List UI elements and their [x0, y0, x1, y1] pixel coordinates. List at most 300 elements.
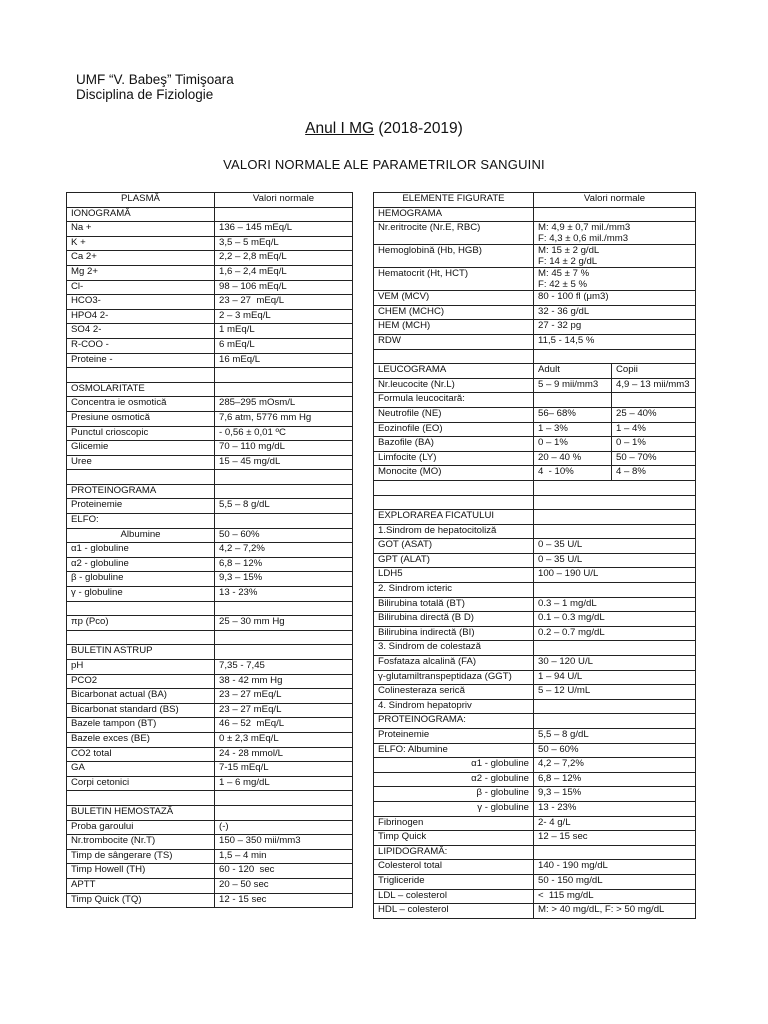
table-row	[67, 689, 353, 704]
table-cell	[534, 480, 696, 495]
table-cell: Na +	[67, 222, 215, 237]
table-cell: γ-glutamiltranspeptidaza (GGT)	[374, 670, 534, 685]
table-cell: RDW	[374, 334, 534, 349]
table-row	[67, 309, 353, 324]
table-cell: Neutrofile (NE)	[374, 407, 534, 422]
table-cell: 1 – 6 mg/dL	[215, 776, 353, 791]
table-cell: Valori normale	[215, 193, 353, 208]
table-row	[374, 245, 696, 268]
table-cell: 1,6 – 2,4 mEq/L	[215, 265, 353, 280]
table-row	[374, 407, 696, 422]
table-cell: Cl-	[67, 280, 215, 295]
table-row	[67, 207, 353, 222]
table-cell	[534, 583, 696, 598]
table-row	[67, 791, 353, 806]
table-cell: γ - globuline	[374, 801, 534, 816]
table-row	[67, 601, 353, 616]
table-cell: CO2 total	[67, 747, 215, 762]
table-cell	[215, 514, 353, 529]
table-row	[374, 626, 696, 641]
table-cell: 5 – 9 mii/mm3	[534, 378, 612, 393]
table-row	[374, 714, 696, 729]
table-cell: Bicarbonat standard (BS)	[67, 703, 215, 718]
table-cell	[67, 791, 215, 806]
table-cell: EXPLORAREA FICATULUI	[374, 510, 534, 525]
table-row	[67, 193, 353, 208]
table-cell: 3,5 – 5 mEq/L	[215, 236, 353, 251]
table-cell: Glicemie	[67, 441, 215, 456]
table-cell: HCO3-	[67, 295, 215, 310]
table-row	[67, 353, 353, 368]
table-cell: Bilirubina totală (BT)	[374, 597, 534, 612]
table-row	[374, 495, 696, 510]
table-cell	[215, 601, 353, 616]
table-cell	[67, 470, 215, 485]
table-cell: 0 ± 2,3 mEq/L	[215, 732, 353, 747]
table-row	[374, 364, 696, 379]
table-cell	[67, 601, 215, 616]
plasma-table	[66, 192, 353, 908]
table-cell: 0 – 1%	[612, 437, 696, 452]
table-cell: 4. Sindrom hepatopriv	[374, 699, 534, 714]
table-cell: BULETIN HEMOSTAZĂ	[67, 805, 215, 820]
table-cell: 12 - 15 sec	[215, 893, 353, 908]
table-row	[67, 514, 353, 529]
table-row	[374, 422, 696, 437]
table-row	[374, 641, 696, 656]
table-row	[67, 616, 353, 631]
table-row	[374, 393, 696, 408]
table-cell: SO4 2-	[67, 324, 215, 339]
table-cell: Fosfataza alcalină (FA)	[374, 656, 534, 671]
table-cell: GA	[67, 762, 215, 777]
table-cell	[534, 699, 696, 714]
table-cell: 13 - 23%	[534, 801, 696, 816]
table-row	[374, 268, 696, 291]
table-cell: Hemoglobină (Hb, HGB)	[374, 245, 534, 268]
table-row	[67, 703, 353, 718]
table-cell	[215, 470, 353, 485]
table-cell: 7,6 atm, 5776 mm Hg	[215, 411, 353, 426]
table-cell: Proteine -	[67, 353, 215, 368]
table-row	[67, 499, 353, 514]
table-row	[374, 787, 696, 802]
table-cell: 15 – 45 mg/dL	[215, 455, 353, 470]
table-cell: M: 15 ± 2 g/dL F: 14 ± 2 g/dL	[534, 245, 696, 268]
table-cell: 25 – 40%	[612, 407, 696, 422]
table-cell: 80 - 100 fl (μm3)	[534, 291, 696, 306]
table-cell: APTT	[67, 878, 215, 893]
table-cell: 0 – 35 U/L	[534, 539, 696, 554]
table-row	[67, 645, 353, 660]
table-cell: Fibrinogen	[374, 816, 534, 831]
table-row	[67, 324, 353, 339]
table-cell: (-)	[215, 820, 353, 835]
table-cell: 23 – 27 mEq/L	[215, 295, 353, 310]
table-row	[374, 510, 696, 525]
table-cell: 38 - 42 mm Hg	[215, 674, 353, 689]
institution-name: UMF “V. Babeş” Timişoara	[76, 72, 234, 87]
table-cell: GPT (ALAT)	[374, 553, 534, 568]
table-cell: 4,2 – 7,2%	[215, 543, 353, 558]
table-row	[67, 747, 353, 762]
title-main: Anul I MG	[305, 120, 375, 137]
table-row	[374, 480, 696, 495]
table-cell: 1 mEq/L	[215, 324, 353, 339]
table-row	[67, 382, 353, 397]
table-row	[67, 411, 353, 426]
table-cell: 23 – 27 mEq/L	[215, 703, 353, 718]
table-row	[67, 718, 353, 733]
table-cell: 30 – 120 U/L	[534, 656, 696, 671]
table-cell: LIPIDOGRAMĂ:	[374, 845, 534, 860]
table-cell: 60 - 120 sec	[215, 864, 353, 879]
table-row	[67, 732, 353, 747]
table-cell: 3. Sindrom de colestază	[374, 641, 534, 656]
table-cell: 4 – 8%	[612, 466, 696, 481]
table-cell: 2 – 3 mEq/L	[215, 309, 353, 324]
table-row	[67, 660, 353, 675]
table-cell: α2 - globuline	[67, 557, 215, 572]
table-cell: Bazofile (BA)	[374, 437, 534, 452]
table-row	[67, 222, 353, 237]
table-cell	[215, 484, 353, 499]
table-cell: α2 - globuline	[374, 772, 534, 787]
table-row	[374, 437, 696, 452]
table-row	[374, 222, 696, 245]
table-cell	[534, 714, 696, 729]
table-cell: 1 – 94 U/L	[534, 670, 696, 685]
figured-elements-table	[373, 192, 696, 919]
table-row	[67, 864, 353, 879]
table-row	[67, 878, 353, 893]
table-row	[67, 397, 353, 412]
table-row	[67, 455, 353, 470]
table-cell: 13 - 23%	[215, 587, 353, 602]
table-row	[374, 670, 696, 685]
table-cell	[534, 495, 696, 510]
table-cell	[215, 805, 353, 820]
table-row	[374, 451, 696, 466]
table-row	[67, 426, 353, 441]
table-row	[67, 280, 353, 295]
table-row	[374, 291, 696, 306]
table-cell	[67, 630, 215, 645]
table-cell: 0 – 1%	[534, 437, 612, 452]
table-cell: Monocite (MO)	[374, 466, 534, 481]
table-row	[67, 441, 353, 456]
table-row	[374, 801, 696, 816]
table-cell: 32 - 36 g/dL	[534, 305, 696, 320]
table-row	[67, 805, 353, 820]
table-cell: BULETIN ASTRUP	[67, 645, 215, 660]
table-cell	[534, 393, 612, 408]
table-cell: 136 – 145 mEq/L	[215, 222, 353, 237]
table-row	[67, 543, 353, 558]
table-row	[374, 320, 696, 335]
table-cell: 24 - 28 mmol/L	[215, 747, 353, 762]
table-cell: Bazele exces (BE)	[67, 732, 215, 747]
table-row	[374, 758, 696, 773]
table-cell: β - globuline	[67, 572, 215, 587]
table-cell: Copii	[612, 364, 696, 379]
table-cell: 4 - 10%	[534, 466, 612, 481]
table-cell: K +	[67, 236, 215, 251]
table-row	[374, 553, 696, 568]
table-cell: ELEMENTE FIGURATE	[374, 193, 534, 208]
table-cell: 11,5 - 14,5 %	[534, 334, 696, 349]
table-cell: Colinesteraza serică	[374, 685, 534, 700]
table-cell: Timp de sângerare (TS)	[67, 849, 215, 864]
table-cell: Presiune osmotică	[67, 411, 215, 426]
table-cell: M: > 40 mg/dL, F: > 50 mg/dL	[534, 904, 696, 919]
table-row	[67, 236, 353, 251]
table-row	[374, 378, 696, 393]
table-cell: 0.2 – 0.7 mg/dL	[534, 626, 696, 641]
table-cell: Punctul crioscopic	[67, 426, 215, 441]
table-row	[374, 816, 696, 831]
table-row	[374, 568, 696, 583]
table-cell: Proteinemie	[67, 499, 215, 514]
table-cell: 98 – 106 mEq/L	[215, 280, 353, 295]
table-cell	[215, 791, 353, 806]
table-cell: Albumine	[67, 528, 215, 543]
table-cell: 7-15 mEq/L	[215, 762, 353, 777]
table-cell: Formula leucocitară:	[374, 393, 534, 408]
table-cell: 6 mEq/L	[215, 338, 353, 353]
table-cell: VEM (MCV)	[374, 291, 534, 306]
table-cell: Ca 2+	[67, 251, 215, 266]
table-cell: - 0,56 ± 0,01 ºC	[215, 426, 353, 441]
table-cell: Nr.trombocite (Nr.T)	[67, 835, 215, 850]
table-cell: γ - globuline	[67, 587, 215, 602]
table-cell: Mg 2+	[67, 265, 215, 280]
table-cell: LEUCOGRAMA	[374, 364, 534, 379]
table-cell: Corpi cetonici	[67, 776, 215, 791]
table-row	[374, 583, 696, 598]
table-cell	[534, 349, 696, 364]
table-cell: 50 – 70%	[612, 451, 696, 466]
table-cell: α1 - globuline	[374, 758, 534, 773]
table-cell: Uree	[67, 455, 215, 470]
table-cell: OSMOLARITATE	[67, 382, 215, 397]
table-cell: Trigliceride	[374, 874, 534, 889]
table-cell: PCO2	[67, 674, 215, 689]
table-cell: HEM (MCH)	[374, 320, 534, 335]
table-row	[374, 729, 696, 744]
table-cell: Proteinemie	[374, 729, 534, 744]
table-cell: 6,8 – 12%	[215, 557, 353, 572]
table-cell: 150 – 350 mii/mm3	[215, 835, 353, 850]
table-cell: 16 mEq/L	[215, 353, 353, 368]
table-row	[374, 597, 696, 612]
table-cell: GOT (ASAT)	[374, 539, 534, 554]
table-cell: 140 - 190 mg/dL	[534, 860, 696, 875]
table-row	[67, 368, 353, 383]
table-cell: 50 – 60%	[215, 528, 353, 543]
table-cell: 20 – 40 %	[534, 451, 612, 466]
table-row	[374, 699, 696, 714]
table-row	[67, 835, 353, 850]
table-cell	[374, 495, 534, 510]
table-cell: 1 – 3%	[534, 422, 612, 437]
table-cell: Bicarbonat actual (BA)	[67, 689, 215, 704]
table-row	[67, 295, 353, 310]
table-row	[374, 305, 696, 320]
table-cell: R-COO -	[67, 338, 215, 353]
department-name: Disciplina de Fiziologie	[76, 87, 214, 102]
table-cell: PLASMĂ	[67, 193, 215, 208]
table-cell: 46 – 52 mEq/L	[215, 718, 353, 733]
table-cell	[374, 349, 534, 364]
table-cell: 1,5 – 4 min	[215, 849, 353, 864]
table-row	[374, 685, 696, 700]
table-row	[67, 557, 353, 572]
table-cell: Bilirubina directă (B D)	[374, 612, 534, 627]
table-cell: β - globuline	[374, 787, 534, 802]
table-cell: HEMOGRAMA	[374, 207, 534, 222]
table-cell	[215, 382, 353, 397]
table-cell: 5,5 – 8 g/dL	[215, 499, 353, 514]
table-cell	[534, 641, 696, 656]
table-cell: 9,3 – 15%	[534, 787, 696, 802]
table-cell: 25 – 30 mm Hg	[215, 616, 353, 631]
table-cell	[534, 845, 696, 860]
table-row	[374, 772, 696, 787]
page-subtitle: VALORI NORMALE ALE PARAMETRILOR SANGUINI	[223, 157, 545, 172]
table-cell	[215, 645, 353, 660]
title-years: (2018-2019)	[378, 120, 463, 137]
table-row	[374, 334, 696, 349]
table-cell: Proba garoului	[67, 820, 215, 835]
table-cell: IONOGRAMĂ	[67, 207, 215, 222]
table-row	[67, 528, 353, 543]
table-cell: 285–295 mOsm/L	[215, 397, 353, 412]
table-cell: 5,5 – 8 g/dL	[534, 729, 696, 744]
table-row	[374, 612, 696, 627]
table-cell: Concentra ie osmotică	[67, 397, 215, 412]
table-cell	[67, 368, 215, 383]
table-cell: Bazele tampon (BT)	[67, 718, 215, 733]
table-row	[67, 776, 353, 791]
table-cell: Bilirubina indirectă (BI)	[374, 626, 534, 641]
table-cell: LDH5	[374, 568, 534, 583]
table-cell	[215, 368, 353, 383]
table-cell: Timp Howell (TH)	[67, 864, 215, 879]
table-cell: 20 – 50 sec	[215, 878, 353, 893]
table-row	[374, 831, 696, 846]
table-cell: 9,3 – 15%	[215, 572, 353, 587]
table-row	[374, 904, 696, 919]
table-row	[67, 251, 353, 266]
table-row	[67, 484, 353, 499]
table-row	[374, 349, 696, 364]
table-row	[374, 524, 696, 539]
table-cell	[534, 207, 696, 222]
table-cell: PROTEINOGRAMA	[67, 484, 215, 499]
table-row	[374, 656, 696, 671]
table-cell: 5 – 12 U/mL	[534, 685, 696, 700]
table-cell: 100 – 190 U/L	[534, 568, 696, 583]
table-cell: PROTEINOGRAMA:	[374, 714, 534, 729]
table-cell: Adult	[534, 364, 612, 379]
table-row	[374, 889, 696, 904]
table-cell	[215, 207, 353, 222]
table-row	[67, 762, 353, 777]
table-row	[374, 466, 696, 481]
table-cell: 6,8 – 12%	[534, 772, 696, 787]
table-row	[374, 539, 696, 554]
table-cell: 1 – 4%	[612, 422, 696, 437]
table-cell	[215, 630, 353, 645]
table-cell: Eozinofile (EO)	[374, 422, 534, 437]
table-cell: M: 4,9 ± 0,7 mil./mm3 F: 4,3 ± 0,6 mil./mm3	[534, 222, 696, 245]
table-row	[67, 587, 353, 602]
table-row	[374, 743, 696, 758]
table-cell	[534, 510, 696, 525]
table-row	[374, 193, 696, 208]
table-cell: 2- 4 g/L	[534, 816, 696, 831]
table-cell: α1 - globuline	[67, 543, 215, 558]
table-cell	[374, 480, 534, 495]
table-cell: < 115 mg/dL	[534, 889, 696, 904]
table-row	[67, 470, 353, 485]
table-row	[67, 820, 353, 835]
table-cell: 1.Sindrom de hepatocitoliză	[374, 524, 534, 539]
table-cell: 0 – 35 U/L	[534, 553, 696, 568]
table-cell: 4,2 – 7,2%	[534, 758, 696, 773]
table-cell: Timp Quick	[374, 831, 534, 846]
table-cell: 2. Sindrom icteric	[374, 583, 534, 598]
table-cell: Colesterol total	[374, 860, 534, 875]
table-row	[374, 860, 696, 875]
table-cell: LDL – colesterol	[374, 889, 534, 904]
table-cell: M: 45 ± 7 % F: 42 ± 5 %	[534, 268, 696, 291]
table-cell: HDL – colesterol	[374, 904, 534, 919]
table-row	[67, 849, 353, 864]
table-cell: Nr.leucocite (Nr.L)	[374, 378, 534, 393]
table-row	[67, 674, 353, 689]
table-cell: 27 - 32 pg	[534, 320, 696, 335]
table-cell: 50 - 150 mg/dL	[534, 874, 696, 889]
table-cell	[534, 524, 696, 539]
table-cell: HPO4 2-	[67, 309, 215, 324]
table-cell: 2,2 – 2,8 mEq/L	[215, 251, 353, 266]
table-cell: 12 – 15 sec	[534, 831, 696, 846]
table-cell: 70 – 110 mg/dL	[215, 441, 353, 456]
table-row	[67, 265, 353, 280]
table-cell: Limfocite (LY)	[374, 451, 534, 466]
table-cell: πp (Pco)	[67, 616, 215, 631]
table-cell: 7,35 - 7,45	[215, 660, 353, 675]
table-cell: Timp Quick (TQ)	[67, 893, 215, 908]
table-row	[67, 572, 353, 587]
table-cell: Hematocrit (Ht, HCT)	[374, 268, 534, 291]
table-row	[67, 338, 353, 353]
page-title	[0, 120, 768, 138]
table-cell: Valori normale	[534, 193, 696, 208]
table-row	[67, 630, 353, 645]
table-cell: 56– 68%	[534, 407, 612, 422]
table-cell: CHEM (MCHC)	[374, 305, 534, 320]
table-cell: ELFO: Albumine	[374, 743, 534, 758]
table-cell: 23 – 27 mEq/L	[215, 689, 353, 704]
table-row	[374, 845, 696, 860]
table-cell	[612, 393, 696, 408]
table-cell: 4,9 – 13 mii/mm3	[612, 378, 696, 393]
table-cell: 0.3 – 1 mg/dL	[534, 597, 696, 612]
table-cell: 50 – 60%	[534, 743, 696, 758]
